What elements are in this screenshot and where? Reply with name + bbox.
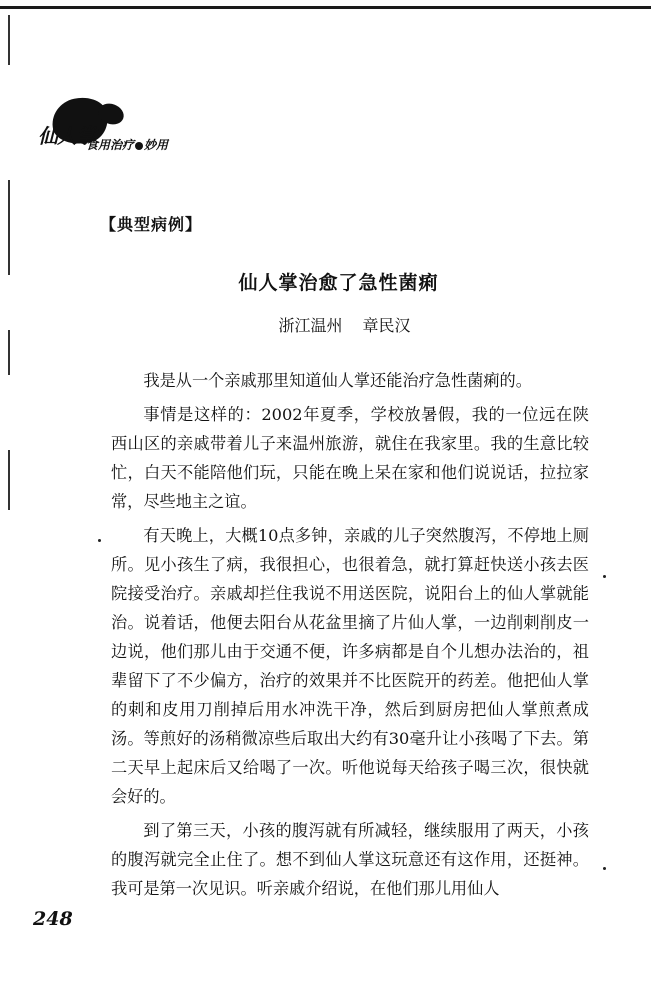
series-logo-subtitle <box>86 136 168 153</box>
page-number: 248 <box>33 908 73 930</box>
byline-place: 浙江温州 <box>278 316 343 335</box>
paragraph: 有天晚上，大概10点多钟，亲戚的儿子突然腹泻，不停地上厕所。见小孩生了病，我很担心，也很着急，就打算赶快送小孩去医院接受治疗。亲戚却拦住我说不用送医院，说阳台上的仙人掌就能治。说着话，他便去阳台从花盆里摘了片仙人掌，一边削刺削皮一边说，他们那儿由于交通不便，许多病都是自个儿想办法治的，祖辈留下了不少偏方，治疗的效果并不比医院开的药差。他把仙人掌的刺和皮用刀削掉后用水冲洗干净，然后到厨房把仙人掌煎煮成汤。等煎好的汤稍微凉些后取出大约有30毫升让小孩喝了下去。第二天早上起床后又给喝了一次。听他说每天给孩子喝三次，很快就会好的。 <box>111 526 589 806</box>
article-title: 仙人掌治愈了急性菌痢 <box>238 272 439 294</box>
byline-author: 章民汉 <box>362 316 411 335</box>
scan-speck <box>98 539 101 542</box>
article-body <box>111 366 589 908</box>
paragraph: 事情是这样的：2002年夏季，学校放暑假，我的一位远在陕西山区的亲戚带着儿子来温州旅游，就住在我家里。我的生意比较忙，白天不能陪他们玩，只能在晚上呆在家和他们说说话，拉拉家常，尽些地主之谊。 <box>111 405 589 511</box>
series-logo-sub-right: 妙用 <box>144 138 169 152</box>
section-label: 【典型病例】 <box>100 215 203 234</box>
byline <box>0 313 651 336</box>
scan-speck <box>603 867 606 870</box>
scan-edge-mark <box>8 15 10 65</box>
scan-edge-mark <box>8 330 10 375</box>
paragraph: 到了第三天，小孩的腹泻就有所减轻，继续服用了两天，小孩的腹泻就完全止住了。想不到仙人掌这玩意还有这作用，还挺神。我可是第一次见识。听亲戚介绍说，在他们那儿用仙人 <box>111 821 589 898</box>
series-logo-sub-left: 食用治疗 <box>86 138 135 152</box>
logo-dot-icon <box>135 142 143 150</box>
scan-speck <box>603 575 606 578</box>
series-logo-title: 仙人掌 <box>38 124 95 148</box>
series-logo <box>38 98 238 168</box>
paragraph: 我是从一个亲戚那里知道仙人掌还能治疗急性菌痢的。 <box>143 371 532 390</box>
scan-edge-mark <box>8 450 10 510</box>
scan-edge-mark <box>8 180 10 275</box>
top-rule <box>0 6 651 9</box>
